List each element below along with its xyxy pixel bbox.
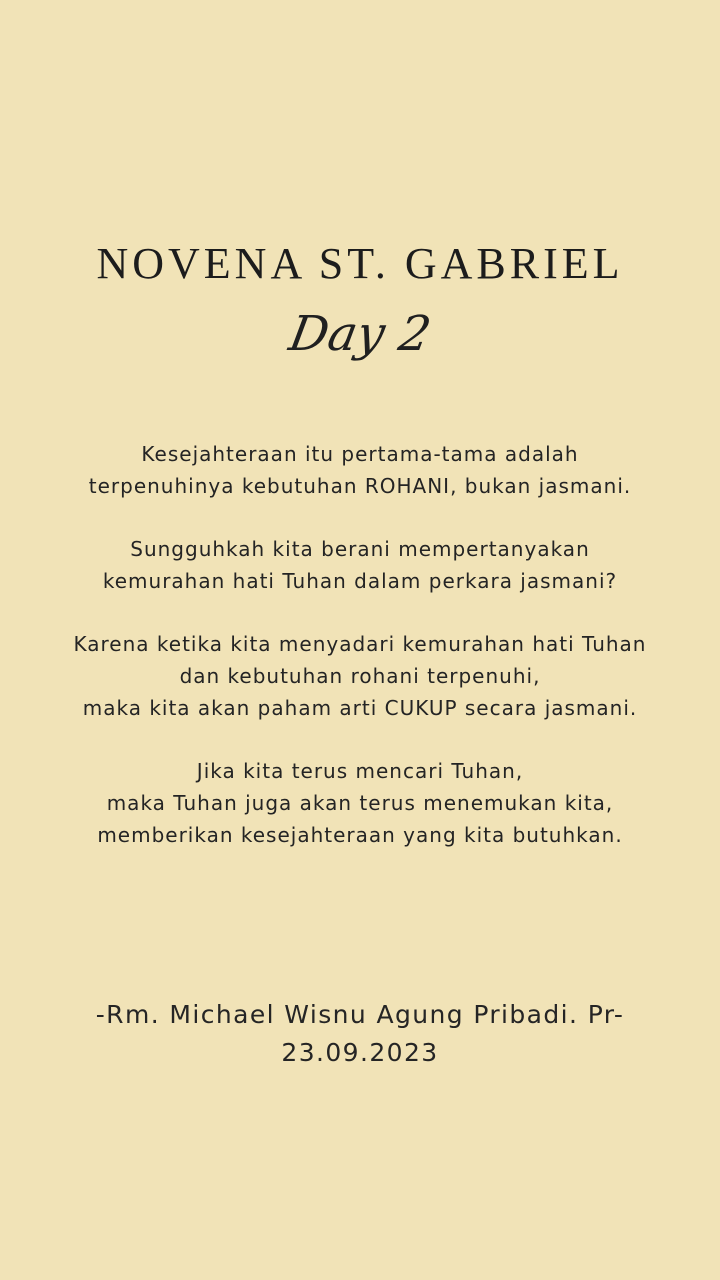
paragraph-3-line-3: maka kita akan paham arti CUKUP secara jasmani. [82,696,638,720]
paragraph-2 [40,533,680,597]
author-signature [0,996,720,1072]
paragraph-4-line-3: memberikan kesejahteraan yang kita butuhkan. [97,823,623,847]
paragraph-4 [40,755,680,851]
paragraph-2-line-1: Sungguhkah kita berani mempertanyakan [130,537,590,561]
paragraph-3 [40,628,680,724]
paragraph-3-line-1: Karena ketika kita menyadari kemurahan hati Tuhan [73,632,647,656]
paragraph-4-line-2: maka Tuhan juga akan terus menemukan kita, [106,791,614,815]
paragraph-4-line-1: Jika kita terus mencari Tuhan, [196,759,524,783]
paragraph-1 [40,438,680,502]
day-subtitle: Day 2 [285,306,436,362]
paragraph-1-line-2: terpenuhinya kebutuhan ROHANI, bukan jasmani. [88,474,632,498]
author-name: -Rm. Michael Wisnu Agung Pribadi. Pr- [95,1000,625,1029]
reflection-body [40,438,680,882]
paragraph-1-line-1: Kesejahteraan itu pertama-tama adalah [141,442,579,466]
paragraph-3-line-2: dan kebutuhan rohani terpenuhi, [179,664,541,688]
date-label: 23.09.2023 [281,1038,439,1067]
paragraph-2-line-2: kemurahan hati Tuhan dalam perkara jasmani? [102,569,618,593]
page-title: NOVENA ST. GABRIEL [96,239,624,288]
